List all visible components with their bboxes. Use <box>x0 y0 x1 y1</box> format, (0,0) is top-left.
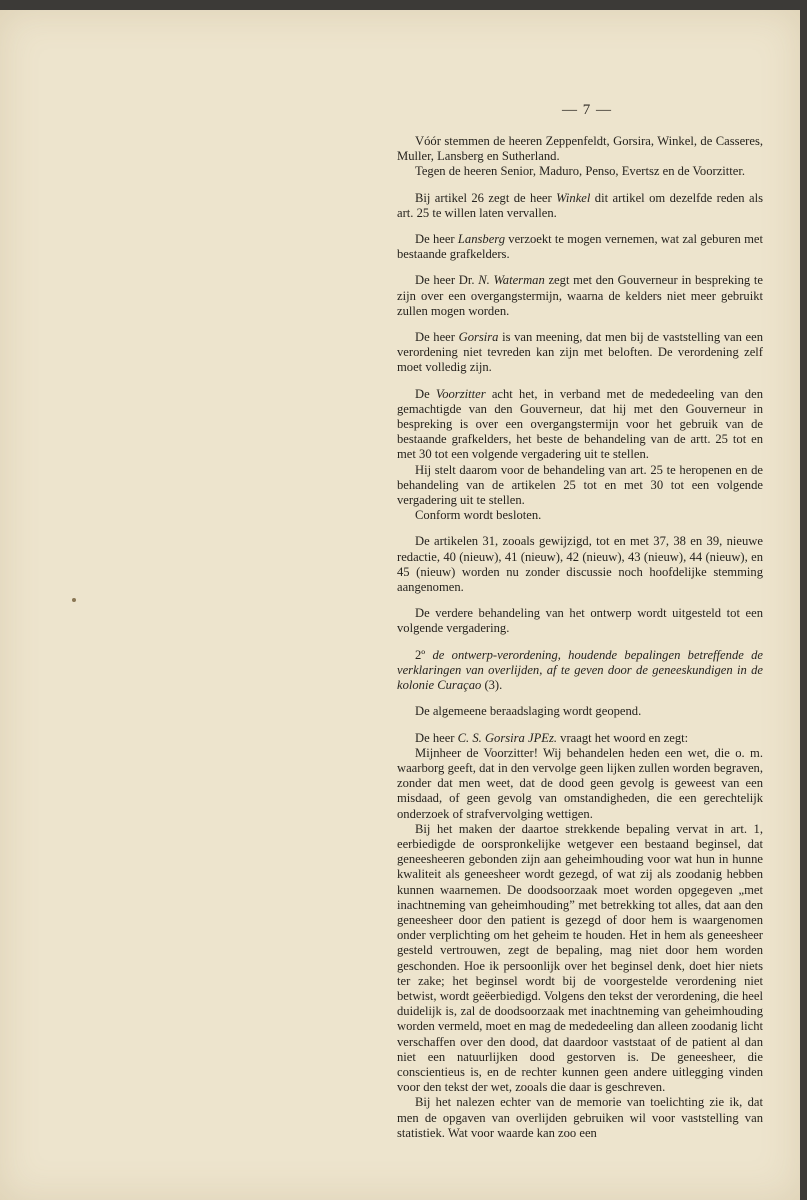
text-run: De heer Dr. <box>415 273 479 288</box>
speaker-name: N. Waterman <box>478 273 545 288</box>
paragraph-agenda-item-2 <box>397 648 763 694</box>
paragraph-gorsira-speech-intro <box>397 731 763 746</box>
paragraph-voorzitter <box>397 387 763 463</box>
text-column <box>397 134 763 1141</box>
paragraph-gorsira <box>397 330 763 376</box>
footnote-ref: (3). <box>481 678 503 693</box>
paragraph-speech-3: Bij het nalezen echter van de memorie van toelichting zie ik, dat men de opgaven van overlijden gebruiken wil voor vaststelling van statistiek. Wat voor waarde kan zoo een <box>397 1095 763 1140</box>
text-run: De <box>415 386 436 401</box>
paragraph-decision: Conform wordt besloten. <box>415 508 542 523</box>
paragraph-debate-opened: De algemeene beraadslaging wordt geopend. <box>415 704 642 719</box>
speaker-name: Lansberg <box>457 232 506 247</box>
document-page <box>0 10 800 1200</box>
paragraph-waterman <box>397 273 763 319</box>
paragraph-postponed: De verdere behandeling van het ontwerp wordt uitgesteld tot een volgende vergadering. <box>397 606 763 636</box>
text-run: Bij artikel 26 zegt de heer <box>415 190 557 205</box>
text-run: acht het, in verband met de mededeeling van den gemachtigde van den Gouverneur, dat hij met den Gouverneur in bespreking is over een overgangstermijn voor het gebruik van de bestaande grafkelders, het beste de behandeling van de artt. 25 tot en met 30 tot een volgende vergadering uit te stellen. <box>397 386 763 462</box>
text-run: De heer <box>415 730 458 745</box>
speaker-name: C. S. Gorsira JPEz. <box>457 730 558 745</box>
paragraph-articles-adopted: De artikelen 31, zooals gewijzigd, tot en met 37, 38 en 39, nieuwe redactie, 40 (nieuw), 41 (nieuw), 42 (nieuw), 43 (nieuw), 44 (nieuw), en 45 (nieuw) worden nu zonder discussie noch hoofdelijke stemming aangenomen. <box>397 534 763 595</box>
text-run: verzoekt te mogen vernemen, wat zal geburen met bestaande grafkelders. <box>397 232 764 262</box>
speaker-name: Gorsira <box>458 330 499 345</box>
paragraph-proposal: Hij stelt daarom voor de behandeling van art. 25 te heropenen en de behandeling van de artikelen 25 tot en met 30 tot een volgende vergadering uit te stellen. <box>397 462 763 508</box>
speaker-name: Voorzitter <box>435 386 486 401</box>
paper-stain <box>72 598 76 602</box>
paragraph-article-26 <box>397 191 763 221</box>
text-run: De heer <box>415 232 458 247</box>
text-run: De heer <box>415 330 459 345</box>
speaker-name: Winkel <box>556 190 591 205</box>
page-number: — 7 — <box>562 102 612 118</box>
paragraph-vote-for: Vóór stemmen de heeren Zeppenfeldt, Gorsira, Winkel, de Casseres, Muller, Lansberg en Sutherland. <box>397 134 763 164</box>
paragraph-speech-1: Mijnheer de Voorzitter! Wij behandelen heden een wet, die o. m. waarborg geeft, dat in den vervolge geen lijken zullen worden begraven, zonder dat men weet, dat de dood geen gevolg is geweest van een misdaad, of geen gevolg van omstandigheden, die een gerechtelijk onderzoek of strafvervolging wettigen. <box>397 745 763 821</box>
item-number: 2º <box>415 647 433 662</box>
item-title: de ontwerp-verordening, houdende bepalingen betreffende de verklaringen van overlijden, af te geven door de geneeskundigen in de kolonie Curaçao <box>397 647 763 693</box>
paragraph-lansberg <box>397 232 763 262</box>
text-run: zegt met den Gouverneur in bespreking te zijn over een overgangstermijn, waarna de kelders niet meer gebruikt zullen mogen worden. <box>397 273 763 318</box>
paragraph-vote-against: Tegen de heeren Senior, Maduro, Penso, Evertsz en de Voorzitter. <box>415 164 746 179</box>
text-run: vraagt het woord en zegt: <box>557 730 689 745</box>
paragraph-speech-2: Bij het maken der daartoe strekkende bepaling vervat in art. 1, eerbiedigde de oorspronkelijke wetgever een bestaand beginsel, dat geneesheeren gebonden zijn aan geheimhouding voor wat hun in hunne kwaliteit als geneesheer wordt gezegd, of wat zij als zoodanig hebben kunnen waarnemen. De doodsoorzaak moet worden opgegeven „met inachtneming van geheimhouding” met betrekking tot alles, dat aan den geneesheer door den patient is gezegd of door hem is waargenomen onder verplichting om het geheim te houden. Het in hem als geneesheer gesteld vertrouwen, zegt de bepaling, mag niet door hem worden geschonden. Hoe ik persoonlijk over het beginsel denk, doet hier niets ter zake; het beginsel wordt bij de voorgestelde verordening niet betwist, wordt geëerbiedigd. Volgens den tekst der verordening, die heel duidelijk is, zal de doodsoorzaak met inachtneming van geheimhouding worden vermeld, moet en mag de mededeeling dan alleen zoodanig licht verschaffen over den dood, dat daardoor vaststaat of de patient al dan niet een natuurlijken dood gestorven is. De geneesheer, die conscientieus is, en de rechter kunnen geen andere uitlegging vinden voor den tekst der wet, zooals die daar is geschreven. <box>397 821 763 1095</box>
text-run: dit artikel om dezelfde reden als art. 25 te willen laten vervallen. <box>397 190 763 220</box>
text-run: is van meening, dat men bij de vaststelling van een verordening niet tevreden kan zijn met beloften. De verordening zelf moet volledig zijn. <box>397 330 764 375</box>
